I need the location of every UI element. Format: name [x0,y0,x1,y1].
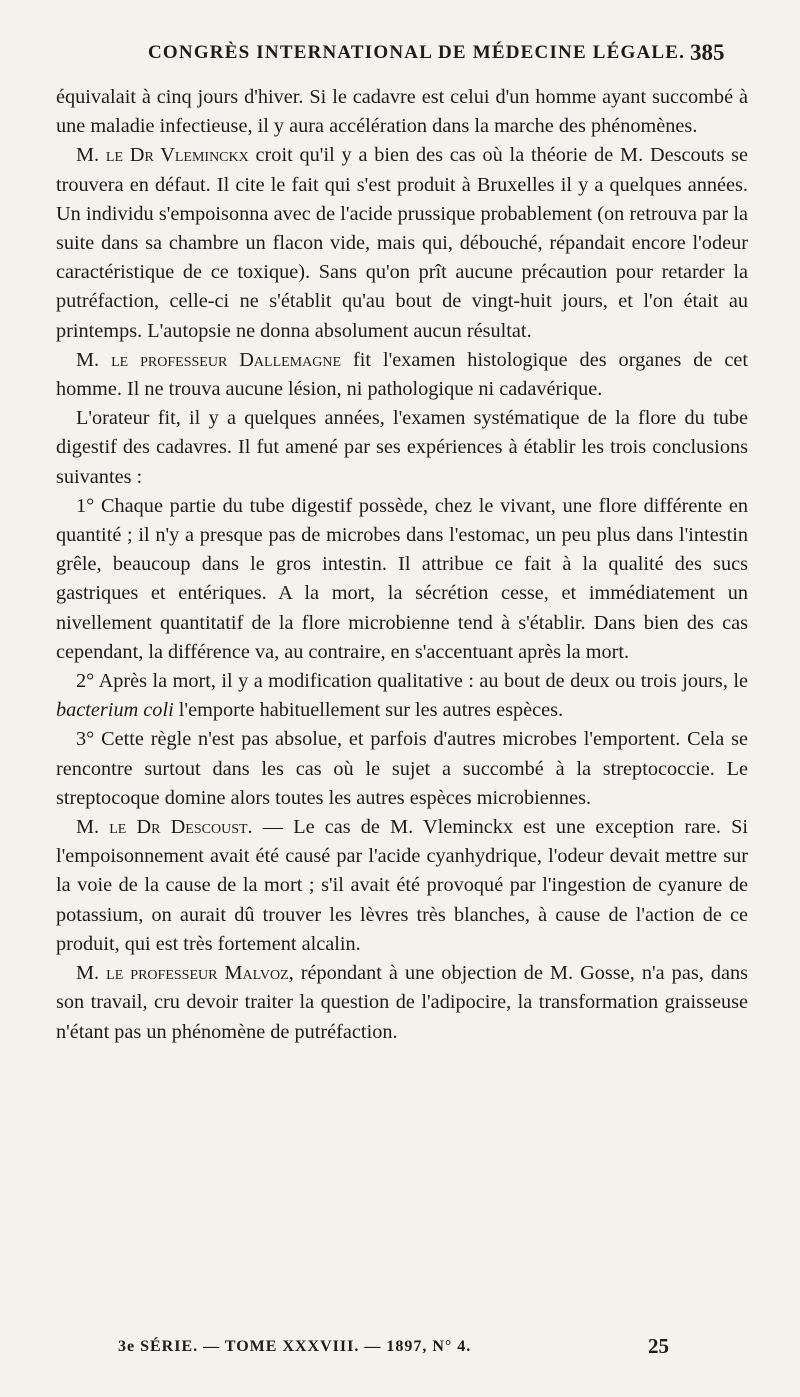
paragraph-text: , répondant à une objection de M. Gosse, n'a pas, dans son travail, cru devoir traiter la question de l'adipocire, la transformation graisseuse n'étant pas un phénomène de putréfaction. [56,962,748,1043]
speaker-name: M. le Dr Vleminckx [76,144,249,167]
page-number: 385 [690,40,725,65]
italic-term: bacterium coli [56,699,174,722]
speaker-name: M. le professeur Malvoz [76,962,289,985]
running-title: CONGRÈS INTERNATIONAL DE MÉDECINE LÉGALE. [148,42,686,63]
paragraph-conclusion-3 [56,725,748,813]
paragraph-text: l'emporte habituellement sur les autres espèces. [173,699,564,722]
paragraph-text: 2° Après la mort, il y a modification qualitative : au bout de deux ou trois jours, le [76,670,748,693]
speaker-name: M. le professeur Dallemagne [76,348,342,371]
speaker-name: M. le Dr Descoust. [76,816,253,839]
paragraph-text: L'orateur fit, il y a quelques années, l'examen systématique de la flore du tube digestif des cadavres. Il fut amené par ses expériences à établir les trois conclusions suivantes : [56,407,748,488]
paragraph-text: 3° Cette règle n'est pas absolue, et parfois d'autres microbes l'emportent. Cela se rencontre surtout dans les cas où le sujet a succombé à la streptococcie. Le streptocoque domine alors toutes les autres espèces microbiennes. [56,728,748,809]
page-footer [0,1334,800,1368]
paragraph-orateur [56,404,748,492]
series-line: 3e SÉRIE. — TOME XXXVIII. — 1897, N° 4. [118,1338,472,1355]
paragraph-continuation [56,83,748,141]
paragraph-text: 1° Chaque partie du tube digestif possède, chez le vivant, une flore différente en quantité ; il n'y a presque pas de microbes dans l'estomac, un peu plus dans l'intestin grêle, beaucoup dans le gros intestin. Il attribue ce fait à la qualité des sucs gastriques et entériques. A la mort, la sécrétion cesse, et immédiatement un nivellement quantitatif de la flore microbienne tend à s'établir. Dans bien des cas cependant, la différence va, au contraire, en s'accentuant après la mort. [56,494,748,663]
signature-mark: 25 [648,1334,669,1358]
paragraph-malvoz [56,959,748,1047]
paragraph-vleminckx [56,141,748,345]
paragraph-conclusion-2 [56,667,748,725]
paragraph-text: — Le cas de M. Vleminckx est une exception rare. Si l'empoisonnement avait été causé par l'acide cyanhydrique, l'odeur devait mettre sur la voie de la cause de la mort ; s'il avait été provoqué par l'ingestion de cyanure de potassium, on aurait dû trouver les lèvres très blanches, à cause de l'action de ce produit, qui est très fortement alcalin. [56,816,749,955]
body-text [56,83,748,1047]
paragraph-text: croit qu'il y a bien des cas où la théorie de M. Descouts se trouvera en défaut. Il cite le fait qui s'est produit à Bruxelles il y a quelques années. Un individu s'empoisonna avec de l'acide prussique probablement (on retrouva par la suite dans sa chambre un flacon vide, mais qui, débouché, répandait encore l'odeur caractéristique de ce toxique). Sans qu'on prît aucune précaution pour retarder la putréfaction, celle-ci ne s'établit qu'au bout de vingt-huit jours, et l'on était au printemps. L'autopsie ne donna absolument aucun résultat. [56,144,748,342]
paragraph-dallemagne [56,346,748,404]
paragraph-conclusion-1 [56,492,748,667]
paragraph-text: équivalait à cinq jours d'hiver. Si le cadavre est celui d'un homme ayant succombé à une maladie infectieuse, il y aura accélération dans la marche des phénomènes. [56,86,748,138]
paragraph-descoust [56,813,748,959]
page-header [0,40,800,80]
paragraph-text: fit l'examen histologique des organes de cet homme. Il ne trouva aucune lésion, ni pathologique ni cadavérique. [56,348,748,401]
